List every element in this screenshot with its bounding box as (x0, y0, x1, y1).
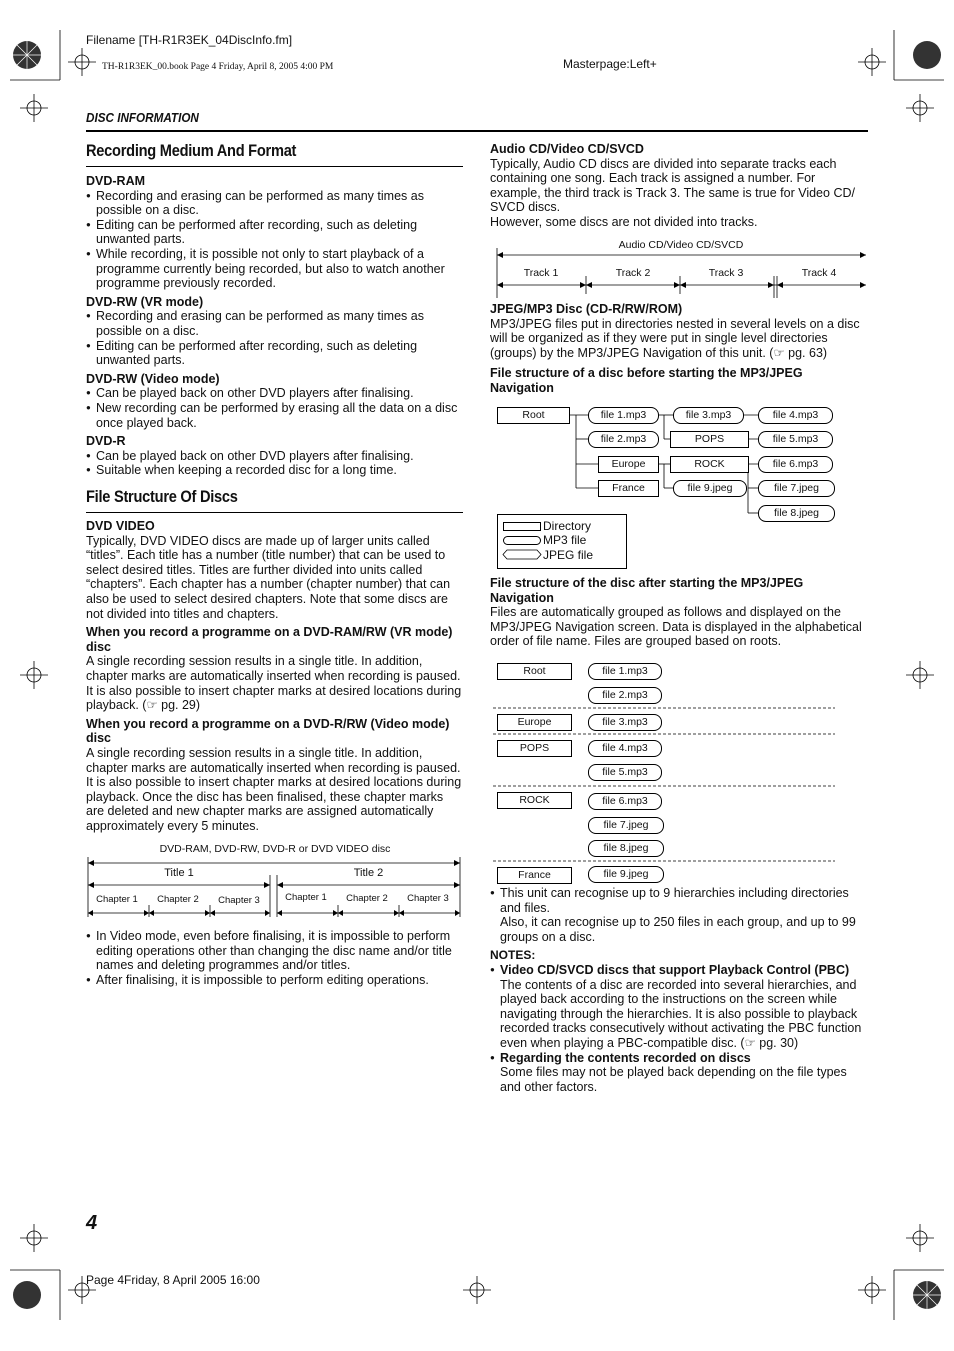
track-diagram-caption: Audio CD/Video CD/SVCD (618, 239, 744, 251)
audio-cd-section (490, 142, 868, 230)
note-text: Some files may not be played back depending on the file types and other factors. (500, 1065, 847, 1094)
mp3-file: file 6.mp3 (758, 456, 833, 473)
dir-root: Root (497, 407, 570, 424)
video-mode-note: ● In Video mode, even before finalising, it is impossible to perform editing operations other than changing the disc name and/or title names and deleting programmes and/or titles. (86, 929, 464, 973)
file-title-rule (86, 512, 463, 513)
vr-record-heading: When you record a programme on a DVD-RAM/RW (VR mode) disc (86, 625, 453, 654)
mp3-file: file 1.mp3 (588, 407, 659, 424)
audio-cd-heading: Audio CD/Video CD/SVCD (490, 142, 644, 156)
dvdrw-vr-item: ● Editing can be performed after recording, such as deleting unwanted parts. (86, 339, 464, 368)
after-structure-section (490, 576, 868, 649)
after-structure-text: Files are automatically grouped as follows and displayed on the MP3/JPEG Navigation screen. Data is displayed in the alphabetical order of file name. Files are grouped based on roots. (490, 605, 862, 649)
mp3-file: file 2.mp3 (588, 431, 659, 448)
legend-label: MP3 file (543, 533, 587, 547)
legend-jpeg-swatch (502, 549, 542, 561)
group-dividers (493, 650, 843, 870)
legend-directory-swatch (503, 522, 541, 531)
dvdrw-video-item: ● Can be played back on other DVD players after finalising. (86, 386, 464, 401)
track-label: Track 3 (708, 267, 744, 279)
note-text: The contents of a disc are recorded into several hierarchies, and played back according to the instructions on the screen while navigating through the hierarchies. It is also possible to playback recorded tracks consecutively without activating the PBC function even when playing a PBC-compatible disc. (☞ pg. 30) (500, 977, 862, 1050)
jpeg-file: file 7.jpeg (588, 817, 664, 834)
group-pops: POPS (497, 740, 572, 757)
mp3-file: file 6.mp3 (588, 793, 662, 810)
dir-pops: POPS (670, 431, 749, 448)
recognition-note-2: Also, it can recognise up to 250 files in each group, and up to 99 groups on a disc. (500, 915, 856, 944)
legend-mp3-swatch (503, 536, 541, 545)
video-record-text: A single recording session results in a single title. In addition, chapter marks are automatically inserted when recording is paused. It is also possible to insert chapter marks at desired locations during playback. Once the disc has been finalised, these chapter marks are deleted and new chapter marks are assigned automatically approximately every 5 minutes. (86, 745, 462, 833)
dir-europe: Europe (598, 456, 659, 473)
chapter-label: Chapter 1 (96, 894, 138, 905)
mp3-file: file 5.mp3 (758, 431, 833, 448)
title-1-label: Title 1 (164, 867, 194, 879)
jpeg-mp3-section (490, 302, 868, 396)
dvdr-item: ● Can be played back on other DVD players after finalising. (86, 449, 464, 464)
chapter-label: Chapter 3 (218, 895, 260, 906)
recording-title-rule (86, 166, 463, 167)
dir-rock: ROCK (670, 456, 749, 473)
section-header: DISC INFORMATION (86, 110, 199, 125)
mp3-file: file 4.mp3 (758, 407, 833, 424)
notes-heading: NOTES: (490, 948, 536, 963)
audio-cd-text-2: However, some discs are not divided into tracks. (490, 214, 758, 229)
masterpage-label: Masterpage:Left+ (563, 57, 657, 71)
dvd-video-section (86, 519, 464, 833)
dvdrw-video-heading: DVD-RW (Video mode) (86, 371, 220, 386)
audio-cd-text: Typically, Audio CD discs are divided into separate tracks each containing one song. Each track is assigned a number. For example, the third track is Track 3. The same is true for Video CD/ SVCD discs. (490, 156, 855, 215)
mp3-file: file 1.mp3 (588, 663, 662, 680)
mp3-file: file 3.mp3 (673, 407, 744, 424)
group-france: France (497, 867, 572, 884)
dvdram-item: ● While recording, it is possible not only to start playback of a programme currently being recorded, but also to watch another programme previously recorded. (86, 247, 464, 291)
jpeg-mp3-heading: JPEG/MP3 Disc (CD-R/RW/ROM) (490, 302, 683, 316)
header-rule (86, 130, 868, 132)
jpeg-file: file 7.jpeg (758, 480, 835, 497)
legend-label: Directory (543, 519, 592, 533)
chapter-label: Chapter 2 (157, 894, 199, 905)
chapter-label: Chapter 3 (407, 893, 449, 904)
recording-medium-section (86, 174, 464, 478)
mp3-file: file 4.mp3 (588, 740, 662, 757)
title-2-label: Title 2 (353, 867, 384, 879)
dvdr-item: ● Suitable when keeping a recorded disc for a long time. (86, 463, 464, 478)
dvd-video-heading: DVD VIDEO (86, 519, 155, 533)
chapter-label: Chapter 2 (346, 893, 388, 904)
jpeg-file: file 8.jpeg (588, 840, 664, 857)
before-structure-heading: File structure of a disc before starting the MP3/JPEG Navigation (490, 366, 803, 395)
video-mode-notes (86, 929, 464, 987)
dvdrw-video-item: ● New recording can be performed by erasing all the data on a disc once played back. (86, 401, 464, 430)
file-structure-title: File Structure Of Discs (86, 487, 238, 506)
recognition-note: ● This unit can recognise up to 9 hierarchies including directories and files. (490, 886, 868, 915)
group-europe: Europe (497, 714, 572, 731)
video-mode-note: ● After finalising, it is impossible to perform editing operations. (86, 973, 464, 988)
jpeg-file: file 9.jpeg (673, 480, 747, 497)
book-info-line: TH-R1R3EK_00.book Page 4 Friday, April 8, 2005 4:00 PM (102, 62, 334, 72)
mp3-file: file 3.mp3 (588, 714, 662, 731)
after-structure-heading: File structure of the disc after starting the MP3/JPEG Navigation (490, 576, 804, 605)
print-info-line: Page 4Friday, 8 April 2005 16:00 (86, 1273, 260, 1287)
page-number: 4 (86, 1212, 98, 1234)
dvdram-item: ● Recording and erasing can be performed as many times as possible on a disc. (86, 189, 464, 218)
legend-label: JPEG file (543, 548, 594, 562)
dvdram-item: ● Editing can be performed after recording, such as deleting unwanted parts. (86, 218, 464, 247)
chapter-label: Chapter 1 (285, 892, 327, 903)
dvdram-heading: DVD-RAM (86, 174, 146, 188)
dvd-title-diagram (86, 855, 466, 925)
dvd-diagram-caption: DVD-RAM, DVD-RW, DVD-R or DVD VIDEO disc (159, 843, 391, 855)
note-heading: ● Video CD/SVCD discs that support Playback Control (PBC) (490, 963, 868, 978)
jpeg-file: file 8.jpeg (758, 505, 835, 522)
dvdrw-vr-item: ● Recording and erasing can be performed as many times as possible on a disc. (86, 309, 464, 338)
note-heading: ● Regarding the contents recorded on discs (490, 1051, 868, 1066)
track-label: Track 4 (801, 267, 837, 279)
jpeg-mp3-text: MP3/JPEG files put in directories nested in several levels on a disc will be organized as if they were put in single level directories (groups) by the MP3/JPEG Navigation of this unit. (☞ pg. 63) (490, 316, 860, 360)
recognition-section (490, 886, 868, 1094)
group-rock: ROCK (497, 792, 572, 809)
filename-label: Filename [TH-R1R3EK_04DiscInfo.fm] (86, 33, 293, 47)
dvdrw-vr-heading: DVD-RW (VR mode) (86, 294, 204, 309)
recording-medium-title: Recording Medium And Format (86, 141, 297, 160)
dir-france: France (598, 480, 659, 497)
track-label: Track 2 (615, 267, 651, 279)
group-root: Root (497, 663, 572, 680)
mp3-file: file 5.mp3 (588, 764, 662, 781)
video-record-heading: When you record a programme on a DVD-R/RW (Video mode) disc (86, 716, 450, 746)
jpeg-file: file 9.jpeg (588, 866, 664, 883)
vr-record-text: A single recording session results in a single title. In addition, chapter marks are automatically inserted when recording is paused. It is also possible to insert chapter marks at desired locations during playback. (☞ pg. 29) (86, 654, 462, 713)
dvd-video-text: Typically, DVD VIDEO discs are made up of larger units called “titles”. Each title has a number (title number) that can be used to select desired titles. Titles are further divided into units called “chapters”. Each chapter has a number (chapter number) that can also be used to select desired chapters. Note that some discs are not divided into titles and chapters. (86, 533, 451, 621)
track-label: Track 1 (523, 267, 559, 279)
dvdr-heading: DVD-R (86, 434, 126, 449)
mp3-file: file 2.mp3 (588, 687, 662, 704)
